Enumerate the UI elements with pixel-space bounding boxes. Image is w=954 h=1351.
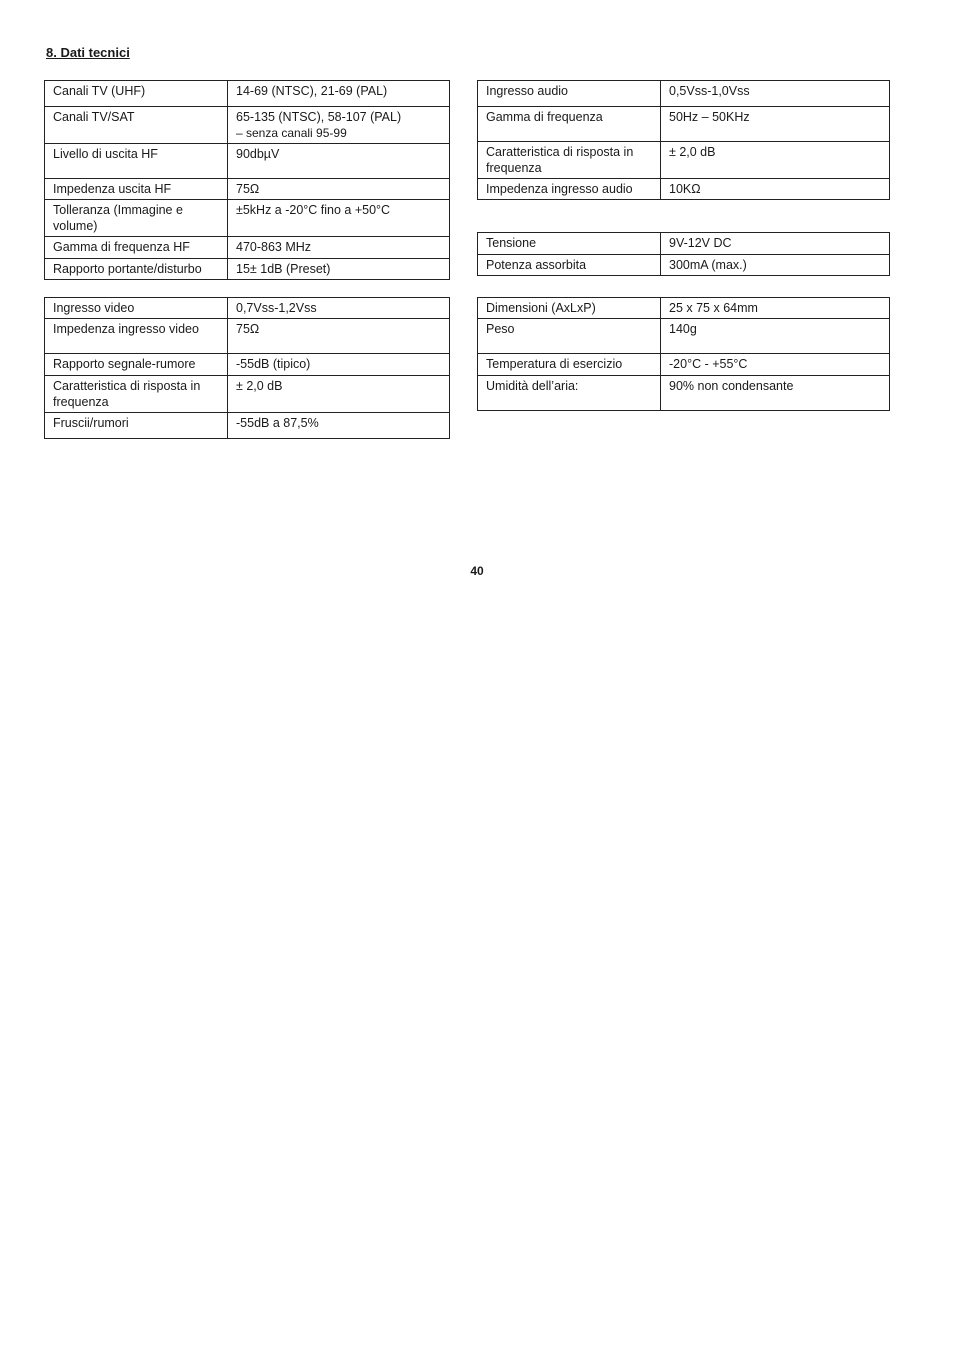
spec-label: Tolleranza (Immagine e volume)	[45, 200, 228, 237]
spec-value: -55dB (tipico)	[228, 354, 450, 376]
table-row	[478, 142, 890, 179]
spec-label: Ingresso video	[45, 298, 228, 319]
table-row	[45, 413, 450, 439]
table-row	[45, 144, 450, 179]
table-row	[478, 233, 890, 255]
table-row	[478, 255, 890, 276]
spec-value: -20°C - +55°C	[661, 354, 890, 376]
spec-label: Impedenza ingresso video	[45, 319, 228, 354]
video-specs-table	[44, 297, 450, 439]
spec-value-line: 65-135 (NTSC), 58-107 (PAL)	[236, 110, 402, 124]
spec-label: Gamma di frequenza	[478, 107, 661, 142]
spec-value: 90% non condensante	[661, 376, 890, 411]
table-row	[45, 237, 450, 259]
spec-label: Impedenza uscita HF	[45, 179, 228, 200]
spec-label: Potenza assorbita	[478, 255, 661, 276]
audio-specs-table	[477, 80, 890, 200]
spec-label: Caratteristica di risposta in frequenza	[45, 376, 228, 413]
spec-label: Dimensioni (AxLxP)	[478, 298, 661, 319]
spec-label: Caratteristica di risposta in frequenza	[478, 142, 661, 179]
table-row	[45, 81, 450, 107]
spec-value: 470-863 MHz	[228, 237, 450, 259]
spec-label: Temperatura di esercizio	[478, 354, 661, 376]
table-row	[478, 354, 890, 376]
spec-value: 10KΩ	[661, 179, 890, 200]
spec-value: 90dbµV	[228, 144, 450, 179]
spec-label: Canali TV (UHF)	[45, 81, 228, 107]
spec-label: Tensione	[478, 233, 661, 255]
spec-value: 25 x 75 x 64mm	[661, 298, 890, 319]
spec-label: Rapporto segnale-rumore	[45, 354, 228, 376]
spec-label: Livello di uscita HF	[45, 144, 228, 179]
spec-label: Gamma di frequenza HF	[45, 237, 228, 259]
table-row	[45, 354, 450, 376]
spec-value: -55dB a 87,5%	[228, 413, 450, 439]
spec-value: 0,7Vss-1,2Vss	[228, 298, 450, 319]
spec-label: Canali TV/SAT	[45, 107, 228, 144]
spec-label: Peso	[478, 319, 661, 354]
spec-value: ± 2,0 dB	[228, 376, 450, 413]
spec-value: ± 2,0 dB	[661, 142, 890, 179]
spec-label: Ingresso audio	[478, 81, 661, 107]
table-row	[45, 259, 450, 280]
spec-value: 75Ω	[228, 179, 450, 200]
spec-label: Impedenza ingresso audio	[478, 179, 661, 200]
table-row	[45, 298, 450, 319]
table-row	[478, 81, 890, 107]
power-specs-table	[477, 232, 890, 276]
spec-value: 15± 1dB (Preset)	[228, 259, 450, 280]
spec-label: Umidità dell’aria:	[478, 376, 661, 411]
table-row	[45, 319, 450, 354]
physical-specs-table	[477, 297, 890, 411]
spec-value: 75Ω	[228, 319, 450, 354]
page-number: 40	[470, 564, 484, 578]
spec-label: Fruscii/rumori	[45, 413, 228, 439]
spec-value: ±5kHz a -20°C fino a +50°C	[228, 200, 450, 237]
spec-value-note: – senza canali 95-99	[236, 126, 347, 140]
spec-value	[228, 107, 450, 144]
table-row	[478, 298, 890, 319]
spec-value: 0,5Vss-1,0Vss	[661, 81, 890, 107]
table-row	[478, 319, 890, 354]
spec-value: 50Hz – 50KHz	[661, 107, 890, 142]
table-row	[45, 200, 450, 237]
table-row	[45, 107, 450, 144]
table-row	[478, 107, 890, 142]
spec-value: 9V-12V DC	[661, 233, 890, 255]
spec-value: 140g	[661, 319, 890, 354]
section-title: 8. Dati tecnici	[46, 45, 130, 60]
table-row	[45, 376, 450, 413]
table-row	[478, 376, 890, 411]
spec-value: 300mA (max.)	[661, 255, 890, 276]
hf-specs-table	[44, 80, 450, 280]
table-row	[45, 179, 450, 200]
spec-value: 14-69 (NTSC), 21-69 (PAL)	[228, 81, 450, 107]
spec-label: Rapporto portante/disturbo	[45, 259, 228, 280]
table-row	[478, 179, 890, 200]
